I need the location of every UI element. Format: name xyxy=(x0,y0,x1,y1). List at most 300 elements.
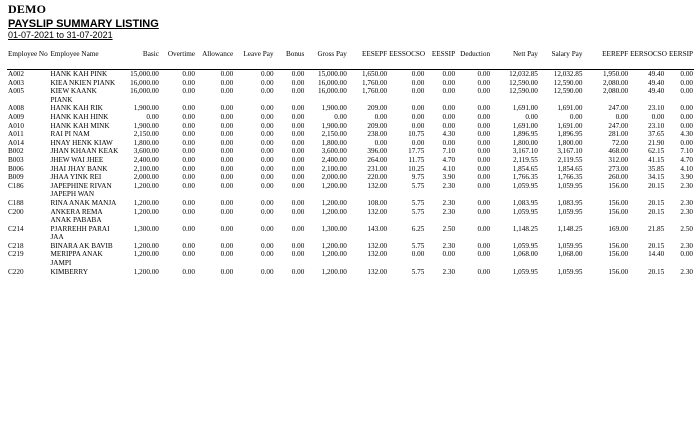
amount-cell: 0.00 xyxy=(442,138,456,147)
amount-cell: 156.00 xyxy=(608,250,629,259)
amount-cell: 0.00 xyxy=(182,130,195,139)
amount-cell: 0.00 xyxy=(477,181,491,190)
amount-cell: 0.00 xyxy=(220,121,234,130)
amount-cell: 2,400.00 xyxy=(133,155,159,164)
table-row xyxy=(7,182,694,199)
amount-cell: 1,200.00 xyxy=(133,250,159,259)
employee-name-cell: KIEA NKIEN PIANK xyxy=(50,78,116,87)
amount-cell: 0.00 xyxy=(220,78,234,87)
amount-cell: 156.00 xyxy=(608,181,629,190)
amount-cell: 0.00 xyxy=(374,112,388,121)
amount-cell: 0.00 xyxy=(182,155,195,164)
amount-cell: 3.90 xyxy=(442,173,456,182)
table-row xyxy=(7,199,694,208)
amount-cell: 1,800.00 xyxy=(512,138,538,147)
amount-cell: 132.00 xyxy=(367,181,388,190)
amount-cell: 0.00 xyxy=(182,198,195,207)
amount-cell: 0.00 xyxy=(291,241,305,250)
employee-name-cell: JAPEPHINE RIVAN JAPEPH WAN xyxy=(50,181,112,199)
employee-name-cell: HANK KAH PINK xyxy=(50,70,108,78)
table-row xyxy=(7,104,694,113)
column-header: EESEPF xyxy=(361,50,388,58)
amount-cell: 0.00 xyxy=(291,78,305,87)
amount-cell: 0.00 xyxy=(291,104,305,113)
amount-cell: 5.75 xyxy=(411,181,425,190)
amount-cell: 0.00 xyxy=(615,112,629,121)
amount-cell: 2,100.00 xyxy=(133,164,159,173)
amount-cell: 1,200.00 xyxy=(133,198,159,207)
column-header: Leave Pay xyxy=(243,50,274,58)
amount-cell: 0.00 xyxy=(291,130,305,139)
amount-cell: 0.00 xyxy=(291,173,305,182)
amount-cell: 2,000.00 xyxy=(321,173,347,182)
amount-cell: 5.75 xyxy=(411,198,425,207)
amount-cell: 468.00 xyxy=(608,147,629,156)
amount-cell: 0.00 xyxy=(680,112,693,121)
amount-cell: 12,590.00 xyxy=(509,78,538,87)
amount-cell: 0.00 xyxy=(411,70,425,78)
amount-cell: 0.00 xyxy=(680,78,693,87)
amount-cell: 0.00 xyxy=(260,250,274,259)
amount-cell: 1,691.00 xyxy=(557,104,583,113)
amount-cell: 1,900.00 xyxy=(133,104,159,113)
amount-cell: 0.00 xyxy=(220,224,234,233)
amount-cell: 0.00 xyxy=(374,138,388,147)
amount-cell: 16,000.00 xyxy=(318,78,347,87)
amount-cell: 0.00 xyxy=(291,181,305,190)
table-row xyxy=(7,268,694,277)
column-header: EERSOCSO xyxy=(630,50,667,58)
amount-cell: 0.00 xyxy=(442,104,456,113)
amount-cell: 1,200.00 xyxy=(321,198,347,207)
amount-cell: 2.30 xyxy=(442,241,456,250)
employee-no-cell: C219 xyxy=(8,250,24,259)
column-header: Allowance xyxy=(202,50,234,58)
amount-cell: 0.00 xyxy=(477,207,491,216)
amount-cell: 0.00 xyxy=(477,241,491,250)
amount-cell: 0.00 xyxy=(291,267,305,276)
amount-cell: 21.85 xyxy=(648,224,665,233)
amount-cell: 0.00 xyxy=(220,70,234,78)
amount-cell: 0.00 xyxy=(260,155,274,164)
amount-cell: 14.40 xyxy=(648,250,665,259)
amount-cell: 0.00 xyxy=(680,70,693,78)
amount-cell: 0.00 xyxy=(442,112,456,121)
amount-cell: 0.00 xyxy=(477,250,491,259)
amount-cell: 2.30 xyxy=(442,181,456,190)
amount-cell: 5.75 xyxy=(411,241,425,250)
amount-cell: 0.00 xyxy=(334,112,347,121)
amount-cell: 1,068.00 xyxy=(512,250,538,259)
employee-no-cell: C214 xyxy=(8,224,24,233)
amount-cell: 0.00 xyxy=(477,198,491,207)
amount-cell: 1,200.00 xyxy=(133,267,159,276)
amount-cell: 108.00 xyxy=(367,198,388,207)
amount-cell: 2.50 xyxy=(680,224,693,233)
amount-cell: 3,167.10 xyxy=(512,147,538,156)
payslip-summary-table xyxy=(7,50,694,276)
amount-cell: 0.00 xyxy=(477,224,491,233)
table-row xyxy=(7,242,694,251)
amount-cell: 132.00 xyxy=(367,207,388,216)
amount-cell: 273.00 xyxy=(608,164,629,173)
amount-cell: 0.00 xyxy=(220,181,234,190)
table-row xyxy=(7,130,694,139)
amount-cell: 1,760.00 xyxy=(361,78,388,87)
employee-no-cell: B003 xyxy=(8,155,24,164)
employee-no-cell: B002 xyxy=(8,147,24,156)
column-header: EESSOCSO xyxy=(389,50,426,58)
amount-cell: 0.00 xyxy=(182,121,195,130)
amount-cell: 62.15 xyxy=(648,147,665,156)
amount-cell: 0.00 xyxy=(182,70,195,78)
amount-cell: 12,032.85 xyxy=(509,70,538,78)
table-row xyxy=(7,79,694,88)
amount-cell: 5.75 xyxy=(411,267,425,276)
amount-cell: 0.00 xyxy=(477,173,491,182)
amount-cell: 0.00 xyxy=(477,164,491,173)
amount-cell: 1,854.65 xyxy=(512,164,538,173)
amount-cell: 1,200.00 xyxy=(321,181,347,190)
amount-cell: 37.65 xyxy=(648,130,665,139)
amount-cell: 156.00 xyxy=(608,267,629,276)
amount-cell: 0.00 xyxy=(680,104,693,113)
amount-cell: 247.00 xyxy=(608,104,629,113)
employee-name-cell: HANK KAH MINK xyxy=(50,121,110,130)
amount-cell: 1,766.35 xyxy=(557,173,583,182)
employee-name-cell: JHAA YINK REI xyxy=(50,173,102,182)
amount-cell: 209.00 xyxy=(367,121,388,130)
amount-cell: 0.00 xyxy=(220,104,234,113)
amount-cell: 0.00 xyxy=(411,112,425,121)
table-row xyxy=(7,70,694,79)
amount-cell: 1,650.00 xyxy=(361,70,388,78)
amount-cell: 1,059.95 xyxy=(512,181,538,190)
amount-cell: 23.10 xyxy=(648,121,665,130)
amount-cell: 0.00 xyxy=(182,241,195,250)
amount-cell: 9.75 xyxy=(411,173,425,182)
amount-cell: 0.00 xyxy=(260,173,274,182)
amount-cell: 0.00 xyxy=(291,70,305,78)
amount-cell: 1,068.00 xyxy=(557,250,583,259)
amount-cell: 0.00 xyxy=(260,164,274,173)
amount-cell: 2,119.55 xyxy=(513,155,538,164)
employee-no-cell: A010 xyxy=(8,121,24,130)
amount-cell: 0.00 xyxy=(291,155,305,164)
amount-cell: 0.00 xyxy=(260,70,274,78)
table-row xyxy=(7,156,694,165)
amount-cell: 4.10 xyxy=(442,164,456,173)
amount-cell: 17.75 xyxy=(408,147,425,156)
amount-cell: 23.10 xyxy=(648,104,665,113)
amount-cell: 20.15 xyxy=(648,181,665,190)
amount-cell: 143.00 xyxy=(367,224,388,233)
amount-cell: 1,896.95 xyxy=(512,130,538,139)
amount-cell: 1,200.00 xyxy=(321,241,347,250)
amount-cell: 1,059.95 xyxy=(512,267,538,276)
amount-cell: 1,766.35 xyxy=(512,173,538,182)
amount-cell: 2,119.55 xyxy=(557,155,583,164)
column-header: EEREPF xyxy=(602,50,629,58)
amount-cell: 209.00 xyxy=(367,104,388,113)
amount-cell: 1,059.95 xyxy=(557,267,583,276)
employee-name-cell: ANKERA REMA ANAK PABABA xyxy=(50,207,103,225)
amount-cell: 4.30 xyxy=(680,130,693,139)
employee-name-cell: PJARREHH PARAI JAA xyxy=(50,224,110,242)
amount-cell: 11.75 xyxy=(408,155,425,164)
amount-cell: 20.15 xyxy=(648,207,665,216)
column-header: Deduction xyxy=(460,50,491,58)
amount-cell: 0.00 xyxy=(680,121,693,130)
amount-cell: 1,800.00 xyxy=(133,138,159,147)
employee-name-cell: HANK KAH HINK xyxy=(50,112,109,121)
column-header: Salary Pay xyxy=(551,50,583,58)
amount-cell: 0.00 xyxy=(477,78,491,87)
amount-cell: 0.00 xyxy=(680,138,693,147)
amount-cell: 0.00 xyxy=(651,112,665,121)
amount-cell: 12,590.00 xyxy=(509,87,538,96)
amount-cell: 21.90 xyxy=(648,138,665,147)
amount-cell: 1,950.00 xyxy=(602,70,629,78)
amount-cell: 2,080.00 xyxy=(602,87,629,96)
employee-name-cell: KIMBERRY xyxy=(50,267,89,276)
amount-cell: 220.00 xyxy=(367,173,388,182)
amount-cell: 281.00 xyxy=(608,130,629,139)
amount-cell: 35.85 xyxy=(648,164,665,173)
amount-cell: 0.00 xyxy=(146,112,159,121)
amount-cell: 0.00 xyxy=(260,87,274,96)
amount-cell: 0.00 xyxy=(182,164,195,173)
amount-cell: 0.00 xyxy=(477,121,491,130)
amount-cell: 1,691.00 xyxy=(512,104,538,113)
amount-cell: 4.10 xyxy=(680,164,693,173)
amount-cell: 0.00 xyxy=(182,147,195,156)
employee-no-cell: A008 xyxy=(8,104,24,113)
amount-cell: 10.25 xyxy=(408,164,425,173)
employee-no-cell: B009 xyxy=(8,173,24,182)
amount-cell: 132.00 xyxy=(367,250,388,259)
amount-cell: 0.00 xyxy=(291,121,305,130)
amount-cell: 0.00 xyxy=(477,70,491,78)
amount-cell: 0.00 xyxy=(182,181,195,190)
amount-cell: 49.40 xyxy=(648,78,665,87)
amount-cell: 0.00 xyxy=(291,198,305,207)
amount-cell: 15,000.00 xyxy=(318,70,347,78)
amount-cell: 0.00 xyxy=(260,207,274,216)
amount-cell: 0.00 xyxy=(220,241,234,250)
amount-cell: 4.30 xyxy=(442,130,456,139)
amount-cell: 0.00 xyxy=(260,181,274,190)
amount-cell: 0.00 xyxy=(477,112,491,121)
amount-cell: 0.00 xyxy=(260,78,274,87)
table-row xyxy=(7,165,694,174)
amount-cell: 7.10 xyxy=(680,147,693,156)
amount-cell: 0.00 xyxy=(220,164,234,173)
employee-name-cell: RINA ANAK MANJA xyxy=(50,198,117,207)
amount-cell: 3.90 xyxy=(680,173,693,182)
amount-cell: 0.00 xyxy=(260,138,274,147)
table-row xyxy=(7,173,694,182)
amount-cell: 1,691.00 xyxy=(557,121,583,130)
employee-no-cell: A011 xyxy=(8,130,24,139)
employee-name-cell: JHEW WAI JHEE xyxy=(50,155,104,164)
amount-cell: 2.30 xyxy=(442,198,456,207)
amount-cell: 2.30 xyxy=(680,198,693,207)
employee-name-cell: MERIPPA ANAK JAMPI xyxy=(50,250,103,268)
amount-cell: 0.00 xyxy=(182,267,195,276)
table-row xyxy=(7,208,694,225)
amount-cell: 0.00 xyxy=(220,155,234,164)
amount-cell: 264.00 xyxy=(367,155,388,164)
amount-cell: 0.00 xyxy=(220,207,234,216)
employee-no-cell: A005 xyxy=(8,87,24,96)
amount-cell: 1,059.95 xyxy=(557,241,583,250)
amount-cell: 0.00 xyxy=(182,173,195,182)
amount-cell: 0.00 xyxy=(442,121,456,130)
amount-cell: 156.00 xyxy=(608,207,629,216)
amount-cell: 0.00 xyxy=(220,138,234,147)
amount-cell: 0.00 xyxy=(411,104,425,113)
amount-cell: 2.30 xyxy=(442,207,456,216)
amount-cell: 169.00 xyxy=(608,224,629,233)
amount-cell: 0.00 xyxy=(291,250,305,259)
amount-cell: 1,300.00 xyxy=(321,224,347,233)
amount-cell: 2,150.00 xyxy=(321,130,347,139)
table-header-row xyxy=(7,50,694,70)
employee-no-cell: C220 xyxy=(8,267,24,276)
amount-cell: 0.00 xyxy=(220,267,234,276)
amount-cell: 0.00 xyxy=(182,138,195,147)
employee-no-cell: C186 xyxy=(8,181,24,190)
amount-cell: 0.00 xyxy=(260,121,274,130)
amount-cell: 247.00 xyxy=(608,121,629,130)
column-header: EESSIP xyxy=(431,50,456,58)
amount-cell: 0.00 xyxy=(260,104,274,113)
amount-cell: 1,200.00 xyxy=(321,267,347,276)
amount-cell: 4.70 xyxy=(442,155,456,164)
amount-cell: 2.50 xyxy=(442,224,456,233)
amount-cell: 312.00 xyxy=(608,155,629,164)
amount-cell: 0.00 xyxy=(182,207,195,216)
amount-cell: 10.75 xyxy=(408,130,425,139)
amount-cell: 0.00 xyxy=(442,87,456,96)
amount-cell: 16,000.00 xyxy=(130,87,159,96)
column-header: Bonus xyxy=(285,50,305,58)
employee-no-cell: C218 xyxy=(8,241,24,250)
amount-cell: 1,059.95 xyxy=(512,207,538,216)
amount-cell: 5.75 xyxy=(411,207,425,216)
amount-cell: 0.00 xyxy=(411,87,425,96)
amount-cell: 0.00 xyxy=(525,112,538,121)
amount-cell: 0.00 xyxy=(182,112,195,121)
report-title: PAYSLIP SUMMARY LISTING xyxy=(8,18,159,30)
amount-cell: 49.40 xyxy=(648,87,665,96)
amount-cell: 0.00 xyxy=(220,173,234,182)
column-header: Basic xyxy=(142,50,159,58)
amount-cell: 238.00 xyxy=(367,130,388,139)
amount-cell: 0.00 xyxy=(260,112,274,121)
amount-cell: 0.00 xyxy=(477,155,491,164)
amount-cell: 0.00 xyxy=(291,164,305,173)
amount-cell: 34.15 xyxy=(648,173,665,182)
amount-cell: 0.00 xyxy=(411,121,425,130)
amount-cell: 3,600.00 xyxy=(133,147,159,156)
amount-cell: 0.00 xyxy=(291,224,305,233)
employee-no-cell: C188 xyxy=(8,198,24,207)
amount-cell: 1,148.25 xyxy=(512,224,538,233)
amount-cell: 1,148.25 xyxy=(557,224,583,233)
amount-cell: 6.25 xyxy=(411,224,425,233)
amount-cell: 0.00 xyxy=(291,112,305,121)
employee-name-cell: HNAY HENK KIAW xyxy=(50,138,113,147)
amount-cell: 1,200.00 xyxy=(133,181,159,190)
amount-cell: 0.00 xyxy=(477,130,491,139)
employee-no-cell: A009 xyxy=(8,112,24,121)
amount-cell: 12,590.00 xyxy=(553,78,583,87)
column-header: Employee No xyxy=(8,50,48,58)
amount-cell: 0.00 xyxy=(182,87,195,96)
amount-cell: 3,167.10 xyxy=(557,147,583,156)
amount-cell: 0.00 xyxy=(220,147,234,156)
amount-cell: 1,900.00 xyxy=(133,121,159,130)
employee-no-cell: A003 xyxy=(8,78,24,87)
table-row xyxy=(7,250,694,267)
amount-cell: 20.15 xyxy=(648,267,665,276)
employee-name-cell: JHAN KHAAN KEAK xyxy=(50,147,119,156)
amount-cell: 0.00 xyxy=(291,207,305,216)
table-row xyxy=(7,139,694,148)
amount-cell: 2.30 xyxy=(680,267,693,276)
report-period: 01-07-2021 to 31-07-2021 xyxy=(8,30,113,40)
amount-cell: 2.30 xyxy=(680,241,693,250)
amount-cell: 0.00 xyxy=(260,267,274,276)
amount-cell: 15,000.00 xyxy=(130,70,159,78)
amount-cell: 0.00 xyxy=(569,112,583,121)
amount-cell: 1,083.95 xyxy=(512,198,538,207)
amount-cell: 49.40 xyxy=(648,70,665,78)
amount-cell: 0.00 xyxy=(442,70,456,78)
amount-cell: 156.00 xyxy=(608,241,629,250)
amount-cell: 0.00 xyxy=(291,87,305,96)
amount-cell: 0.00 xyxy=(477,87,491,96)
amount-cell: 1,200.00 xyxy=(321,207,347,216)
amount-cell: 1,200.00 xyxy=(321,250,347,259)
amount-cell: 1,760.00 xyxy=(361,87,388,96)
amount-cell: 2,000.00 xyxy=(133,173,159,182)
amount-cell: 1,059.95 xyxy=(557,207,583,216)
amount-cell: 156.00 xyxy=(608,198,629,207)
employee-no-cell: A014 xyxy=(8,138,24,147)
amount-cell: 1,200.00 xyxy=(133,207,159,216)
column-header: Overtime xyxy=(167,50,195,58)
amount-cell: 0.00 xyxy=(220,198,234,207)
column-header: EERSIP xyxy=(669,50,693,58)
amount-cell: 3,600.00 xyxy=(321,147,347,156)
amount-cell: 2.30 xyxy=(680,207,693,216)
amount-cell: 1,900.00 xyxy=(321,121,347,130)
amount-cell: 2,400.00 xyxy=(321,155,347,164)
amount-cell: 41.15 xyxy=(648,155,665,164)
employee-name-cell: BINARA AK BAVIB xyxy=(50,241,113,250)
employee-no-cell: C200 xyxy=(8,207,24,216)
amount-cell: 0.00 xyxy=(477,267,491,276)
amount-cell: 0.00 xyxy=(680,87,693,96)
amount-cell: 0.00 xyxy=(220,87,234,96)
amount-cell: 20.15 xyxy=(648,198,665,207)
table-row xyxy=(7,225,694,242)
amount-cell: 0.00 xyxy=(291,138,305,147)
amount-cell: 1,854.65 xyxy=(557,164,583,173)
